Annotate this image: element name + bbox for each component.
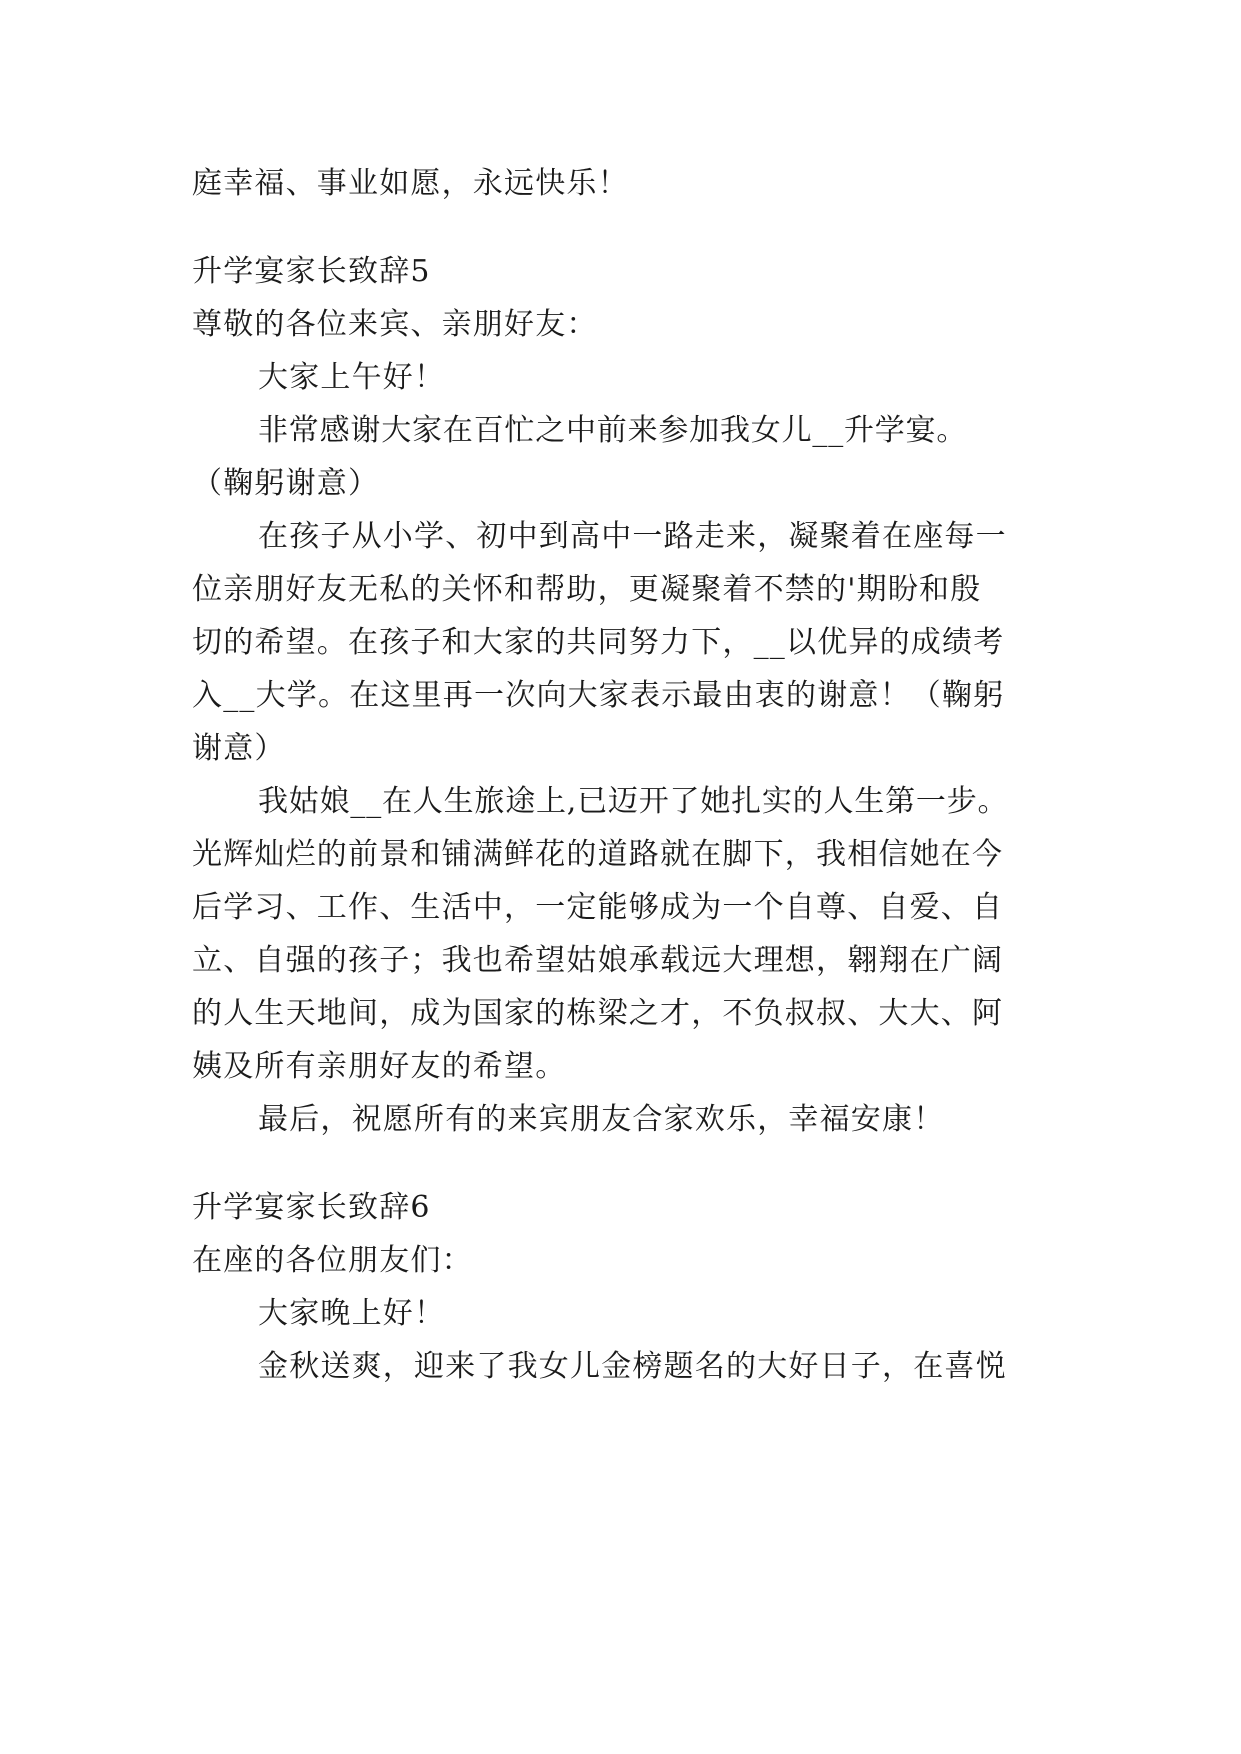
paragraph-line: 在孩子从小学、初中到高中一路走来，凝聚着在座每一 — [258, 519, 1007, 554]
paragraph-line: 谢意） — [192, 731, 286, 766]
salutation: 尊敬的各位来宾、亲朋好友： — [192, 307, 598, 342]
section-heading: 升学宴家长致辞6 — [192, 1190, 431, 1225]
paragraph-line: 的人生天地间，成为国家的栋梁之才，不负叔叔、大大、阿 — [192, 996, 1004, 1031]
greeting: 大家晚上好！ — [258, 1296, 446, 1331]
paragraph-line: 最后，祝愿所有的来宾朋友合家欢乐，幸福安康！ — [258, 1102, 945, 1137]
paragraph-line: 非常感谢大家在百忙之中前来参加我女儿__升学宴。 — [258, 413, 968, 448]
paragraph-line: 后学习、工作、生活中，一定能够成为一个自尊、自爱、自 — [192, 890, 1004, 925]
paragraph-line: 我姑娘__在人生旅途上,已迈开了她扎实的人生第一步。 — [258, 784, 1009, 819]
salutation: 在座的各位朋友们： — [192, 1243, 473, 1278]
greeting: 大家上午好！ — [258, 360, 446, 395]
paragraph-line: 入__大学。在这里再一次向大家表示最由衷的谢意！（鞠躬 — [192, 678, 1005, 713]
paragraph-line: 光辉灿烂的前景和铺满鲜花的道路就在脚下，我相信她在今 — [192, 837, 1004, 872]
paragraph-line: 位亲朋好友无私的关怀和帮助，更凝聚着不禁的'期盼和殷 — [192, 572, 982, 607]
paragraph-line: （鞠躬谢意） — [192, 466, 380, 501]
section-heading: 升学宴家长致辞5 — [192, 254, 431, 289]
text-line: 庭幸福、事业如愿，永远快乐！ — [192, 166, 629, 201]
paragraph-line: 金秋送爽，迎来了我女儿金榜题名的大好日子，在喜悦 — [258, 1349, 1007, 1384]
paragraph-line: 立、自强的孩子；我也希望姑娘承载远大理想，翱翔在广阔 — [192, 943, 1004, 978]
paragraph-line: 姨及所有亲朋好友的希望。 — [192, 1049, 567, 1084]
paragraph-line: 切的希望。在孩子和大家的共同努力下，__以优异的成绩考 — [192, 625, 1005, 660]
document-page — [192, 0, 1052, 1754]
